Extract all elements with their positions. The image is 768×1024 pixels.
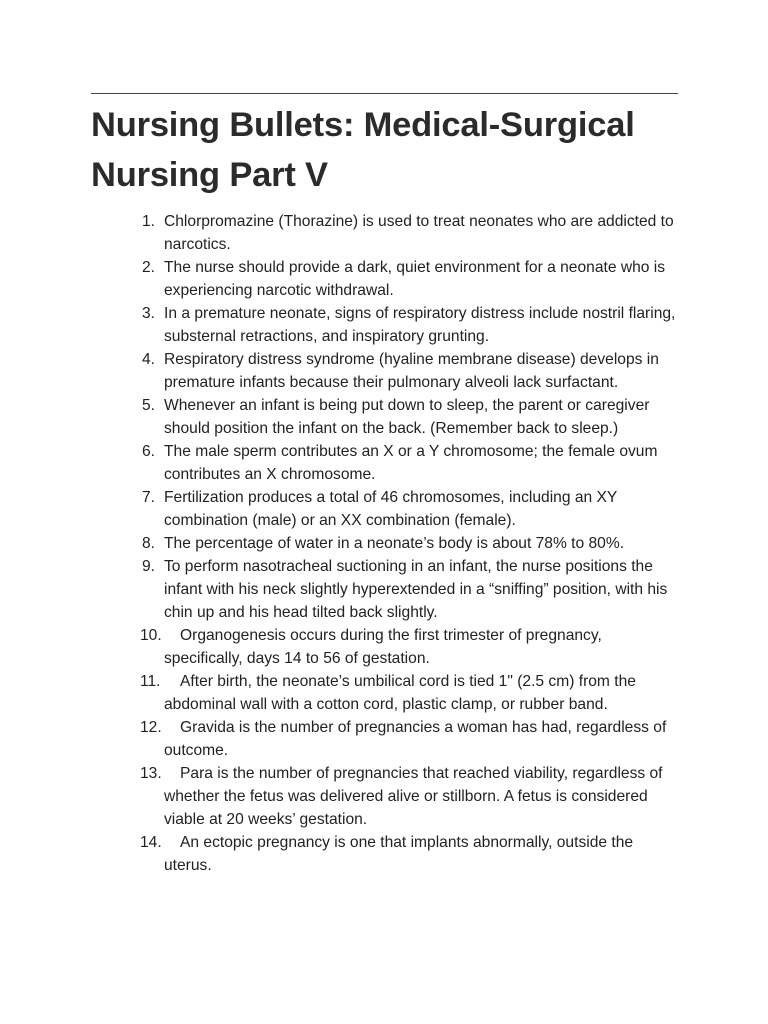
list-item-number: 11. <box>140 673 161 690</box>
list-item-text: The nurse should provide a dark, quiet environment for a neonate who is experiencing narcotic withdrawal. <box>164 259 666 299</box>
document-title: Nursing Bullets: Medical-Surgical Nursing Part V <box>91 106 635 194</box>
list-item-number: 3. <box>142 305 156 322</box>
list-item-text: The percentage of water in a neonate’s body is about 78% to 80%. <box>164 535 625 552</box>
list-item <box>91 532 678 555</box>
list-item <box>91 831 678 877</box>
list-item-text: Gravida is the number of pregnancies a woman has had, regardless of outcome. <box>164 719 667 759</box>
list-item-text: Whenever an infant is being put down to sleep, the parent or caregiver should position the infant on the back. (Remember back to sleep.) <box>164 397 650 437</box>
list-item-text: Chlorpromazine (Thorazine) is used to treat neonates who are addicted to narcotics. <box>164 213 674 253</box>
list-item <box>91 440 678 486</box>
numbered-list <box>91 210 678 877</box>
list-item-number: 5. <box>142 397 156 414</box>
list-item-number: 14. <box>140 834 162 851</box>
list-item <box>91 210 678 256</box>
list-item-number: 8. <box>142 535 156 552</box>
list-item-number: 4. <box>142 351 156 368</box>
list-item <box>91 302 678 348</box>
list-item <box>91 256 678 302</box>
list-item-number: 13. <box>140 765 162 782</box>
list-item <box>91 716 678 762</box>
document-page <box>91 93 678 877</box>
list-item-text: To perform nasotracheal suctioning in an infant, the nurse positions the infant with his neck slightly hyperextended in a “sniffing” position, with his chin up and his head tilted back slightly. <box>164 558 668 621</box>
top-divider <box>91 93 678 94</box>
list-item-text: Respiratory distress syndrome (hyaline membrane disease) develops in premature infants because their pulmonary alveoli lack surfactant. <box>164 351 659 391</box>
list-item-text: In a premature neonate, signs of respiratory distress include nostril flaring, substernal retractions, and inspiratory grunting. <box>164 305 676 345</box>
list-item-text: An ectopic pregnancy is one that implants abnormally, outside the uterus. <box>164 834 634 874</box>
list-item-number: 12. <box>140 719 162 736</box>
list-item <box>91 394 678 440</box>
list-item-text: After birth, the neonate’s umbilical cord is tied 1" (2.5 cm) from the abdominal wall with a cotton cord, plastic clamp, or rubber band. <box>164 673 636 713</box>
list-item <box>91 624 678 670</box>
list-item <box>91 486 678 532</box>
list-item <box>91 348 678 394</box>
list-item-number: 7. <box>142 489 156 506</box>
list-item-text: The male sperm contributes an X or a Y chromosome; the female ovum contributes an X chromosome. <box>164 443 658 483</box>
list-item-number: 2. <box>142 259 156 276</box>
list-item-text: Fertilization produces a total of 46 chromosomes, including an XY combination (male) or an XX combination (female). <box>164 489 618 529</box>
list-item-number: 6. <box>142 443 156 460</box>
list-item-number: 10. <box>140 627 162 644</box>
list-item-number: 1. <box>142 213 156 230</box>
list-item <box>91 670 678 716</box>
list-item-text: Para is the number of pregnancies that reached viability, regardless of whether the fetus was delivered alive or stillborn. A fetus is considered viable at 20 weeks’ gestation. <box>164 765 663 828</box>
list-item <box>91 762 678 831</box>
list-item-text: Organogenesis occurs during the first trimester of pregnancy, specifically, days 14 to 56 of gestation. <box>164 627 602 667</box>
list-item-number: 9. <box>142 558 156 575</box>
list-item <box>91 555 678 624</box>
